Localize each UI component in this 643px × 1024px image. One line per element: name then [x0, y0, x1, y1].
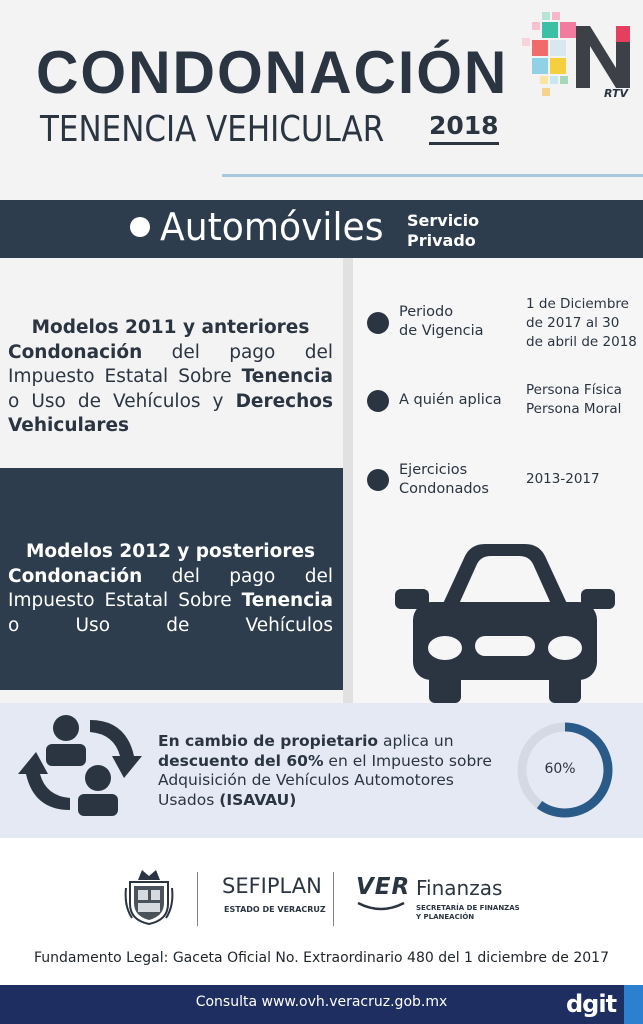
- info-periodo-value: [526, 295, 637, 352]
- footer-divider: [197, 872, 198, 926]
- category-title: Automóviles: [160, 205, 384, 249]
- text-bold: (ISAVAU): [219, 790, 297, 809]
- info-aplica-value: [526, 381, 622, 419]
- finanzas-name: Finanzas: [416, 876, 503, 900]
- ver-smile-icon: [356, 901, 406, 913]
- bullet-icon: [130, 217, 150, 237]
- category-subtitle-line-1: Servicio: [407, 211, 480, 230]
- text-run: en el Impuesto sobre Adquisición de Vehículos Automotores Usados: [158, 751, 492, 809]
- info-value-line: de 2017 al 30: [526, 315, 620, 331]
- text-bold: Tenencia: [241, 366, 333, 387]
- text-bold: Condonación: [8, 565, 143, 587]
- panel-models-2012-text: [8, 540, 333, 638]
- text-run: del pago del Impuesto Estatal Sobre: [8, 341, 333, 387]
- panel-models-2012: [0, 468, 343, 690]
- category-subtitle: [407, 211, 479, 251]
- ownership-change-icon: [18, 712, 142, 818]
- category-subtitle-line-2: Privado: [407, 231, 476, 250]
- text-bold: Condonación: [8, 341, 143, 363]
- info-ejercicios-label: [399, 461, 489, 499]
- info-label-line: Periodo: [399, 304, 454, 320]
- ver-logo-text: VER: [356, 874, 411, 900]
- header-divider: [222, 174, 643, 177]
- text-run: del pago del Impuesto Estatal Sobre: [8, 565, 333, 611]
- consulta-link[interactable]: Consulta www.ovh.veracruz.gob.mx: [195, 994, 448, 1010]
- legal-basis-text: Fundamento Legal: Gaceta Oficial No. Extraordinario 480 del 1 diciembre de 2017: [34, 950, 609, 966]
- dgit-logo-text: dgit: [566, 990, 617, 1018]
- panel-models-2011: [0, 258, 343, 468]
- text-run: aplica un: [378, 732, 454, 750]
- info-value-line: Persona Moral: [526, 401, 622, 417]
- sefiplan-name: SEFIPLAN: [222, 874, 322, 898]
- text-bold: Tenencia: [241, 590, 333, 611]
- car-icon: [393, 538, 617, 703]
- info-aplica-label: A quién aplica: [399, 392, 502, 408]
- logo-rtv-text: RTV: [604, 87, 628, 100]
- panel-heading: Modelos 2011 y anteriores: [31, 317, 310, 338]
- footer-divider: [333, 872, 334, 926]
- info-label-line: Condonados: [399, 481, 489, 497]
- text-bold: En cambio de propietario: [158, 732, 379, 750]
- title-year: 2018: [429, 112, 499, 145]
- main-title: CONDONACIÓN: [36, 39, 509, 106]
- discount-text: [158, 732, 508, 810]
- info-label-line: Ejercicios: [399, 462, 468, 478]
- sefiplan-subtitle: ESTADO DE VERACRUZ: [224, 905, 326, 914]
- finanzas-subtitle-line: SECRETARÍA DE FINANZAS: [416, 904, 520, 912]
- text-bold: Derechos Vehiculares: [8, 390, 333, 436]
- text-run: o Uso de Vehículos: [8, 614, 333, 636]
- bullet-icon: [367, 469, 389, 491]
- info-label-line: de Vigencia: [399, 323, 484, 339]
- finanzas-subtitle: [416, 904, 526, 922]
- gauge-label: 60%: [544, 761, 576, 777]
- panel-heading: Modelos 2012 y posteriores: [25, 541, 316, 562]
- text-run: o Uso de Vehículos y: [8, 390, 236, 412]
- finanzas-subtitle-line: Y PLANEACIÓN: [416, 913, 475, 921]
- bullet-icon: [367, 390, 389, 412]
- info-value-line: de abril de 2018: [526, 334, 637, 350]
- info-ejercicios-value: 2013-2017: [526, 471, 600, 487]
- text-bold: descuento del 60%: [158, 751, 324, 770]
- info-value-line: 1 de Diciembre: [526, 296, 629, 312]
- bullet-icon: [367, 312, 389, 334]
- dgit-accent-bar: [624, 985, 643, 1024]
- veracruz-seal-icon: [124, 868, 174, 926]
- panel-models-2011-text: [8, 316, 333, 439]
- info-periodo-label: [399, 303, 484, 341]
- info-value-line: Persona Física: [526, 382, 622, 398]
- subtitle: TENENCIA VEHICULAR: [40, 109, 385, 150]
